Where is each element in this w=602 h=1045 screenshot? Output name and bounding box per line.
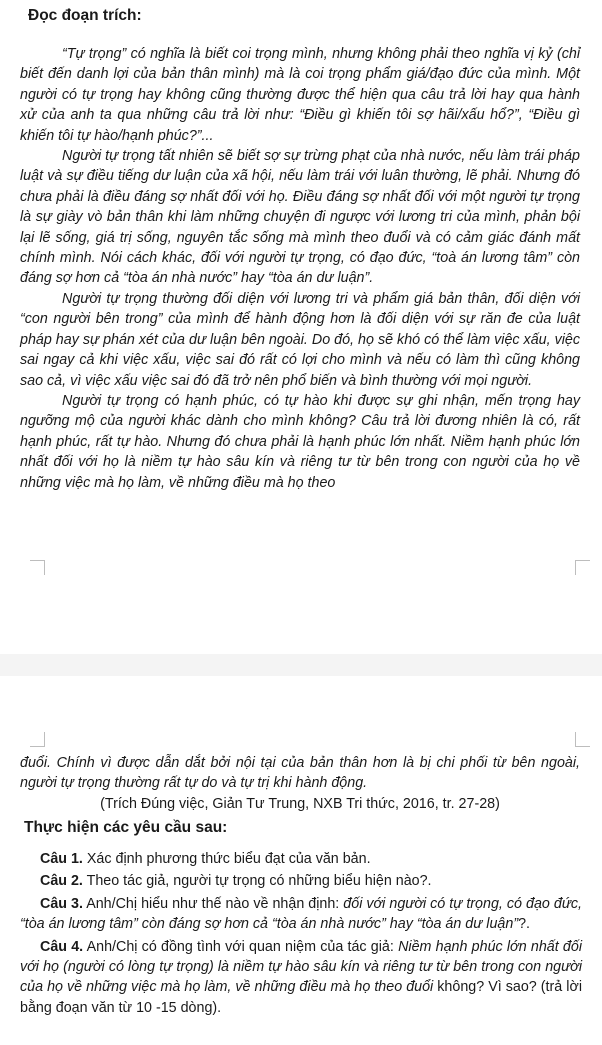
question-label: Câu 4. <box>40 938 84 955</box>
question-label: Câu 2. <box>40 873 83 890</box>
question-quote: đối với người có tự trọng, có đạo đức, “tòa án lương tâm” còn đáng sợ hơn cả “tòa án nhà nước” hay “tòa án dư luận” <box>20 895 583 933</box>
question-label: Câu 1. <box>40 851 83 867</box>
question-list <box>20 849 582 1020</box>
passage-paragraph: Người tự trọng tất nhiên sẽ biết sợ sự trừng phạt của nhà nước, nếu làm trái pháp luật và sự điều tiếng dư luận của xã hội, nếu làm trái với luân thường, lẽ phải. Nhưng đó chưa phải là điều đáng sợ nhất đối với họ. Điều đáng sợ nhất đối với một người tự trọng là sự giày vò bản thân khi làm những chuyện đi ngược với lương tri của mình, phản bội lại lẽ sống, giá trị sống, nguyên tắc sống mà mình theo đuổi và có cảm giác đánh mất chính mình. Nói cách khác, đối với người tự trọng, có đạo đức, “toà án lương tâm” còn đáng sợ hơn cả “tòa án nhà nước” hay “tòa án dư luận”. <box>20 148 580 287</box>
question-label: Câu 3. <box>40 895 83 912</box>
passage-bottom <box>20 753 580 794</box>
question-1 <box>20 849 582 869</box>
passage-paragraph: Người tự trọng thường đối diện với lương tri và phẩm giá bản thân, đối diện với “con người bên trong” của mình để hành động hơn là đối diện với sự răn đe của luật pháp hay sự phán xét của dư luận bên ngoài. Do đó, họ sẽ khó có thể làm việc xấu, việc sai ngay cả khi việc xấu, việc sai đó rất có lợi cho mình và nếu có làm thì cũng không sao cả, vì việc xấu việc sai đó đã trở nên phổ biến và bình thường với mọi người. <box>20 290 580 389</box>
page-corner-mark <box>30 560 45 575</box>
passage-paragraph: đuổi. Chính vì được dẫn dắt bởi nội tại của bản thân hơn là bị chi phối từ bên ngoài, người tự trọng thường rất tự do và tự trị khi hành động. <box>20 755 580 792</box>
question-text: ?. <box>518 916 531 933</box>
question-text: Anh/Chị có đồng tình với quan niệm của tác giả: <box>86 938 399 955</box>
question-text: không? Vì sao? (trả lời bằng đoạn văn từ 10 -15 dòng). <box>20 979 583 1016</box>
question-text: Xác định phương thức biểu đạt của văn bản. <box>86 851 371 867</box>
question-text: Theo tác giả, người tự trọng có những biểu hiện nào?. <box>86 873 432 890</box>
source-citation: (Trích Đúng việc, Giản Tư Trung, NXB Tri thức, 2016, tr. 27-28) <box>100 796 500 812</box>
question-text: Anh/Chị hiểu như thế nào về nhận định: <box>86 895 344 912</box>
passage-paragraph: Người tự trọng có hạnh phúc, có tự hào khi được sự ghi nhận, mến trọng hay ngưỡng mộ của người khác dành cho mình không? Câu trả lời đương nhiên là có, rất hạnh phúc, rất tự hào. Nhưng đó chưa phải là hạnh phúc lớn nhất. Niềm hạnh phúc lớn nhất đối với họ là niềm tự hào sâu kín và riêng tư từ bên trong con người của họ về những việc mà họ làm, về những điều mà họ theo <box>20 392 580 491</box>
question-2 <box>20 871 582 891</box>
question-3 <box>20 894 582 935</box>
page-corner-mark <box>575 732 590 747</box>
question-quote: Niềm hạnh phúc lớn nhất đối với họ (người có lòng tự trọng) là niềm tự hào sâu kín và riêng tư từ bên trong con người của họ về những việc mà họ làm, về những điều mà họ theo đuổi <box>20 938 582 996</box>
page-corner-mark <box>30 732 45 747</box>
page-break-gap <box>0 654 602 676</box>
reading-heading: Đọc đoạn trích: <box>28 7 142 24</box>
task-heading: Thực hiện các yêu cầu sau: <box>24 819 228 836</box>
passage-paragraph: “Tự trọng” có nghĩa là biết coi trọng mình, nhưng không phải theo nghĩa vị kỷ (chỉ biết đến danh lợi của bản thân mình) mà là coi trọng phẩm giá/đạo đức của mình. Một người có tự trọng hay không cũng thường được thể hiện qua câu trả lời hay qua hành xử của anh ta qua những câu trả lời như: “Điều gì khiến tôi sợ hãi/xấu hổ?”, “Điều gì khiến tôi tự hào/hạnh phúc?”... <box>20 46 580 144</box>
question-4 <box>20 937 582 1019</box>
page-corner-mark <box>575 560 590 575</box>
passage-top <box>20 44 580 493</box>
